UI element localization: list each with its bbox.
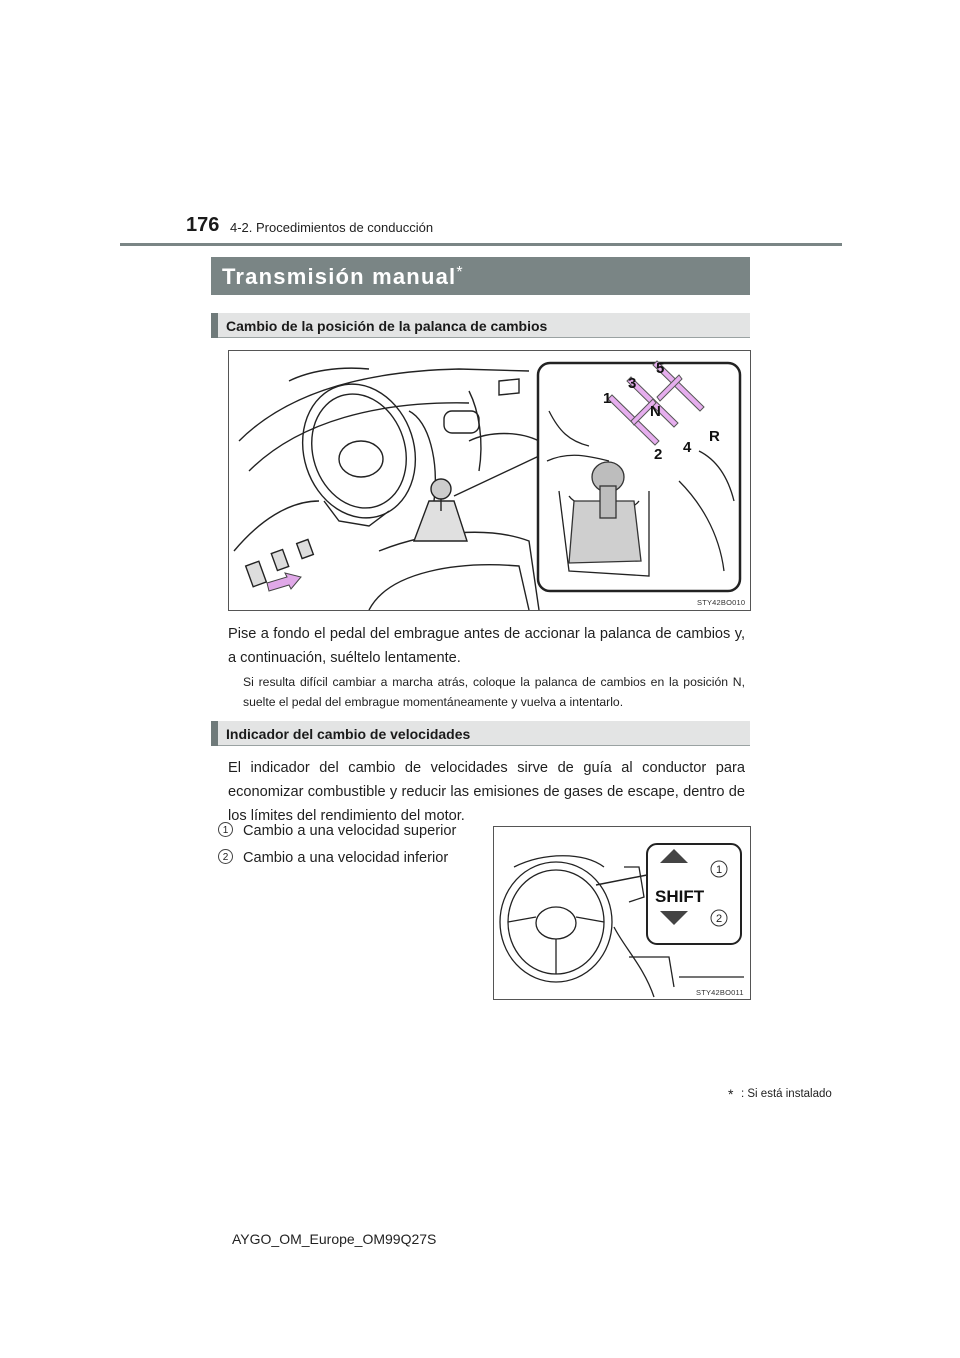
section1-heading-marker [211,313,218,338]
header-divider [120,243,842,246]
gearshift-illustration [229,351,750,610]
gear-label-r: R [709,428,720,445]
shift-indicator-figure [493,826,751,1000]
title-asterisk: * [456,264,464,281]
callout-2: 2 [716,913,723,925]
gear-label-1: 1 [603,390,612,407]
gear-label-4: 4 [683,439,692,456]
section-breadcrumb: 4-2. Procedimientos de conducción [230,220,434,235]
item1-number: 1 [218,822,233,837]
figure1-code: STY42BO010 [697,598,746,607]
item1-text: Cambio a una velocidad superior [243,823,457,839]
gear-label-5: 5 [656,360,665,377]
gear-label-2: 2 [654,446,663,463]
gear-label-n: N [650,403,661,420]
footnote-marker: * [728,1086,734,1102]
gearshift-figure [228,350,751,611]
gear-label-3: 3 [628,375,637,392]
shift-label: SHIFT [655,887,705,906]
item2-text: Cambio a una velocidad inferior [243,850,449,866]
shift-indicator-illustration [494,827,750,999]
page-title [222,264,464,290]
item2-number: 2 [218,849,233,864]
callout-1: 1 [716,864,723,876]
section2-paragraph: El indicador del cambio de velocidades sirve de guía al conductor para economizar combustible y reducir las emisiones de gases de escape, dentro de los límites del rendimiento del motor. [228,760,745,824]
footnote-text: : Si está instalado [741,1088,832,1100]
section1-paragraph: Pise a fondo el pedal del embrague antes de accionar la palanca de cambios y, a continuación, suéltelo lentamente. [228,626,745,666]
document-id: AYGO_OM_Europe_OM99Q27S [232,1231,437,1247]
page-title-text: Transmisión manual [222,264,457,289]
page-number: 176 [186,214,220,236]
figure2-code: STY42BO011 [696,988,744,997]
section1-heading: Cambio de la posición de la palanca de cambios [226,318,548,334]
section1-note: Si resulta difícil cambiar a marcha atrás, coloque la palanca de cambios en la posición N, suelte el pedal del embrague momentáneamente y vuelva a intentarlo. [243,675,745,709]
section2-heading: Indicador del cambio de velocidades [226,726,471,742]
section2-heading-marker [211,721,218,746]
